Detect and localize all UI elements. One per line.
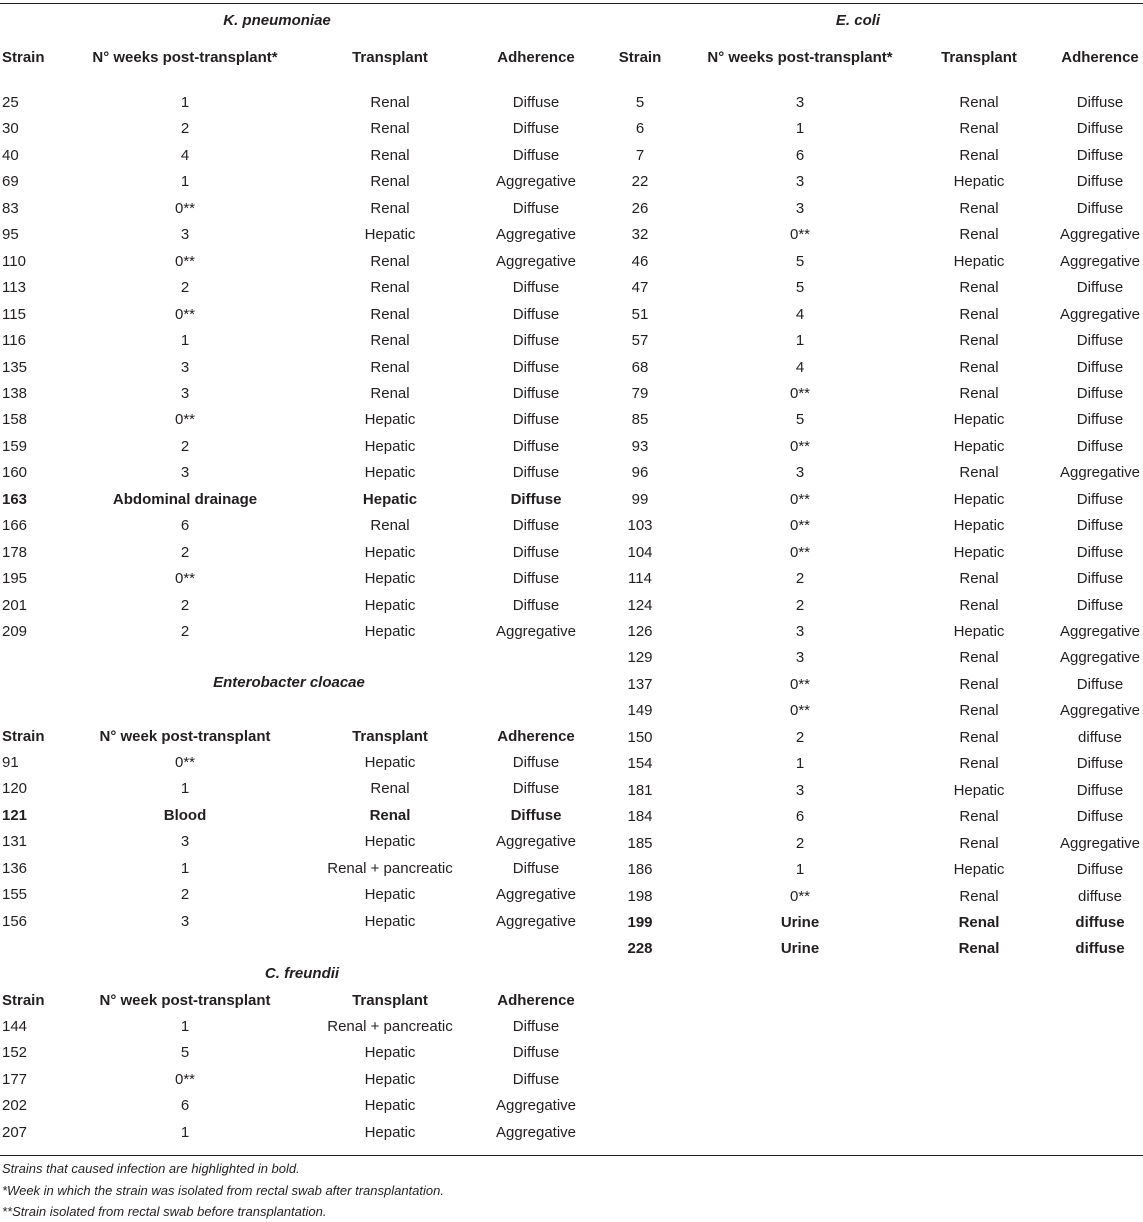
ecoli-row-transplant-cell: Hepatic (953, 861, 1005, 879)
ec-header-transplant: Transplant (352, 728, 428, 745)
kp-row-weeks-cell: 1 (180, 94, 190, 111)
ecoli-row-strain-cell: 149 (627, 702, 653, 720)
cf-row-transplant-cell: Renal + pancreatic (327, 1018, 453, 1035)
ecoli-row-strain-cell: 46 (631, 252, 649, 270)
kp-header-strain: Strain (2, 49, 45, 66)
ecoli-row-transplant-cell: Hepatic (953, 517, 1005, 535)
kp-row-adherence-cell: Diffuse (512, 279, 560, 297)
kp-row-strain-cell: 40 (2, 146, 19, 164)
kp-row-transplant-cell: Renal (370, 94, 410, 111)
ecoli-row-strain-cell: 104 (627, 543, 653, 561)
cf-section-title: C. freundii (264, 965, 340, 982)
kp-row-transplant-cell: Renal (370, 305, 410, 323)
ec-row-transplant-cell: Renal + pancreatic (327, 859, 453, 877)
ecoli-row-weeks-cell: 3 (795, 623, 805, 640)
cf-header-adherence: Adherence (497, 992, 575, 1009)
kp-row-strain-cell: 201 (2, 596, 28, 614)
ecoli-row-strain-cell: 185 (627, 834, 653, 852)
kp-row-weeks-cell: 0** (174, 305, 196, 323)
kp-row-transplant-cell: Renal (370, 173, 410, 191)
ecoli-row-strain-cell: 181 (627, 781, 653, 799)
kp-row-adherence-cell: Diffuse (512, 411, 560, 429)
kp-row-strain-cell: 83 (2, 199, 19, 217)
ecoli-row-strain-cell: 129 (627, 649, 653, 667)
cf-row-transplant-cell: Hepatic (364, 1070, 416, 1088)
ec-row-transplant-cell: Hepatic (364, 833, 416, 851)
ecoli-row-adherence-cell: diffuse (1075, 913, 1125, 931)
ecoli-row-transplant-cell: Renal (959, 358, 999, 376)
kp-row-weeks-cell: 6 (180, 517, 190, 535)
cf-row-weeks-cell: 1 (180, 1018, 190, 1035)
ecoli-row-adherence-cell: Diffuse (1076, 861, 1124, 879)
kp-row-adherence-cell: Diffuse (512, 596, 560, 614)
ecoli-row-weeks-cell: 3 (795, 464, 805, 482)
ec-row-weeks-cell: 2 (180, 886, 190, 904)
kp-row-adherence-cell: Diffuse (512, 570, 560, 588)
kp-row-weeks-cell: 2 (180, 437, 190, 455)
ec-row-adherence-cell: Diffuse (510, 806, 562, 824)
ecoli-row-adherence-cell: Diffuse (1076, 675, 1124, 693)
ecoli-row-weeks-cell: 3 (795, 199, 805, 217)
bottom-rule (0, 1155, 1143, 1156)
kp-row-strain-cell: 158 (2, 411, 28, 429)
cf-row-strain-cell: 207 (2, 1123, 28, 1141)
kp-row-strain-cell: 160 (2, 464, 28, 482)
kp-row-transplant-cell: Renal (370, 252, 410, 270)
kp-row-transplant-cell: Hepatic (364, 570, 416, 588)
ecoli-row-adherence-cell: Diffuse (1076, 199, 1124, 217)
ecoli-row-strain-cell: 150 (627, 728, 653, 746)
cf-row-adherence-cell: Aggregative (495, 1123, 577, 1141)
kp-row-weeks-cell: 3 (180, 464, 190, 482)
ecoli-row-weeks-cell: 0** (789, 226, 811, 244)
ecoli-row-adherence-cell: Aggregative (1059, 702, 1141, 720)
kp-row-strain-cell: 166 (2, 517, 28, 535)
kp-row-strain-cell: 135 (2, 358, 28, 376)
kp-row-transplant-cell: Renal (370, 120, 410, 138)
kp-header-adherence: Adherence (497, 49, 575, 66)
kp-row-strain-cell: 178 (2, 543, 28, 561)
cf-row-weeks-cell: 6 (180, 1097, 190, 1115)
ecoli-row-weeks-cell: 2 (795, 728, 805, 746)
ecoli-row-adherence-cell: diffuse (1075, 940, 1125, 958)
ecoli-row-transplant-cell: Renal (959, 728, 999, 746)
kp-row-adherence-cell: Aggregative (495, 623, 577, 640)
ecoli-row-adherence-cell: Diffuse (1076, 808, 1124, 826)
ec-row-strain-cell: 120 (2, 780, 28, 798)
ecoli-row-weeks-cell: 2 (795, 834, 805, 852)
ec-row-weeks-cell: 0** (174, 754, 196, 771)
ec-row-adherence-cell: Diffuse (512, 859, 560, 877)
ecoli-row-transplant-cell: Renal (959, 279, 999, 297)
ecoli-row-transplant-cell: Renal (959, 94, 999, 111)
ecoli-row-transplant-cell: Renal (959, 649, 999, 667)
ecoli-row-weeks-cell: 6 (795, 808, 805, 826)
ecoli-row-adherence-cell: Aggregative (1059, 305, 1141, 323)
kp-row-weeks-cell: 1 (180, 332, 190, 350)
kp-row-weeks-cell: 2 (180, 120, 190, 138)
ecoli-row-strain-cell: 114 (628, 570, 652, 588)
cf-row-transplant-cell: Hepatic (364, 1097, 416, 1115)
ecoli-row-strain-cell: 154 (627, 755, 653, 773)
ec-row-adherence-cell: Diffuse (512, 780, 560, 798)
ecoli-row-strain-cell: 6 (635, 120, 645, 138)
ecoli-row-strain-cell: 137 (627, 675, 653, 693)
cf-row-strain-cell: 144 (2, 1018, 28, 1035)
ecoli-row-weeks-cell: 1 (795, 332, 805, 350)
cf-row-weeks-cell: 0** (174, 1070, 196, 1088)
ecoli-row-adherence-cell: Diffuse (1076, 173, 1124, 191)
kp-row-adherence-cell: Aggregative (495, 173, 577, 191)
cf-row-adherence-cell: Diffuse (512, 1070, 560, 1088)
ecoli-header-transplant: Transplant (941, 49, 1017, 66)
ec-row-transplant-cell: Renal (370, 780, 410, 798)
kp-row-weeks-cell: 3 (180, 358, 190, 376)
ecoli-row-weeks-cell: 3 (795, 173, 805, 191)
ecoli-row-transplant-cell: Renal (959, 226, 999, 244)
ecoli-row-weeks-cell: 4 (795, 305, 805, 323)
cf-row-strain-cell: 177 (2, 1070, 28, 1088)
ecoli-header-weeks: N° weeks post-transplant* (707, 49, 893, 66)
ec-row-strain-cell: 155 (2, 886, 28, 904)
kp-row-transplant-cell: Hepatic (364, 623, 416, 640)
ecoli-row-transplant-cell: Renal (959, 120, 999, 138)
ecoli-row-transplant-cell: Hepatic (953, 623, 1005, 640)
kp-header-weeks: N° weeks post-transplant* (92, 49, 278, 66)
ec-row-weeks-cell: 3 (180, 912, 190, 930)
kp-row-adherence-cell: Diffuse (512, 437, 560, 455)
ecoli-row-transplant-cell: Renal (959, 755, 999, 773)
ecoli-row-adherence-cell: Aggregative (1059, 649, 1141, 667)
ecoli-row-weeks-cell: Urine (780, 940, 820, 958)
ecoli-row-adherence-cell: Diffuse (1076, 543, 1124, 561)
kp-row-adherence-cell: Aggregative (495, 226, 577, 244)
ecoli-row-transplant-cell: Renal (959, 305, 999, 323)
kp-row-adherence-cell: Diffuse (512, 332, 560, 350)
cf-row-weeks-cell: 5 (180, 1044, 190, 1062)
kp-row-weeks-cell: 2 (180, 543, 190, 561)
ecoli-row-weeks-cell: 5 (795, 411, 805, 429)
ecoli-row-transplant-cell: Renal (959, 570, 999, 588)
ecoli-row-weeks-cell: 4 (795, 358, 805, 376)
kp-header-transplant: Transplant (352, 49, 428, 66)
ecoli-row-strain-cell: 228 (627, 940, 653, 958)
ecoli-row-adherence-cell: Diffuse (1076, 411, 1124, 429)
ecoli-row-adherence-cell: Diffuse (1076, 570, 1124, 588)
ecoli-row-transplant-cell: Renal (958, 913, 1000, 931)
ecoli-row-transplant-cell: Hepatic (953, 252, 1005, 270)
ecoli-header-strain: Strain (618, 49, 662, 66)
ecoli-row-weeks-cell: Urine (780, 913, 820, 931)
ec-row-transplant-cell: Hepatic (364, 886, 416, 904)
ecoli-row-weeks-cell: 0** (789, 543, 811, 561)
ec-row-weeks-cell: 3 (180, 833, 190, 851)
kp-row-strain-cell: 110 (2, 252, 26, 270)
kp-row-transplant-cell: Renal (370, 279, 410, 297)
ecoli-row-adherence-cell: Aggregative (1059, 623, 1141, 640)
ecoli-row-weeks-cell: 0** (789, 702, 811, 720)
ecoli-row-adherence-cell: Diffuse (1076, 781, 1124, 799)
cf-header-weeks: N° week post-transplant (99, 992, 271, 1009)
kp-row-transplant-cell: Renal (370, 358, 410, 376)
ecoli-row-transplant-cell: Renal (959, 808, 999, 826)
ecoli-row-weeks-cell: 3 (795, 781, 805, 799)
ecoli-row-strain-cell: 199 (627, 913, 653, 931)
kp-row-weeks-cell: 0** (174, 252, 196, 270)
ec-header-adherence: Adherence (497, 728, 575, 745)
kp-row-transplant-cell: Renal (370, 199, 410, 217)
ecoli-row-transplant-cell: Renal (959, 464, 999, 482)
kp-row-weeks-cell: 3 (180, 384, 190, 402)
ecoli-row-strain-cell: 51 (631, 305, 649, 323)
ec-row-strain-cell: 156 (2, 912, 28, 930)
kp-row-strain-cell: 69 (2, 173, 19, 191)
ecoli-section-title: E. coli (835, 12, 881, 29)
ecoli-row-adherence-cell: Aggregative (1059, 464, 1141, 482)
ecoli-row-weeks-cell: 0** (789, 887, 811, 905)
kp-row-strain-cell: 159 (2, 437, 28, 455)
ecoli-row-strain-cell: 57 (631, 332, 649, 350)
ecoli-row-strain-cell: 22 (631, 173, 649, 191)
ecoli-row-weeks-cell: 0** (789, 517, 811, 535)
cf-header-strain: Strain (2, 992, 45, 1009)
ecoli-row-transplant-cell: Renal (959, 332, 999, 350)
ecoli-row-transplant-cell: Renal (959, 384, 999, 402)
ecoli-row-transplant-cell: Renal (959, 887, 999, 905)
ec-row-weeks-cell: 1 (180, 859, 190, 877)
ecoli-row-strain-cell: 103 (627, 517, 653, 535)
ec-row-adherence-cell: Aggregative (495, 833, 577, 851)
ecoli-row-strain-cell: 126 (627, 623, 653, 640)
ecoli-row-adherence-cell: diffuse (1078, 728, 1122, 746)
kp-row-strain-cell: 25 (2, 94, 19, 111)
kp-row-transplant-cell: Hepatic (362, 490, 418, 508)
kp-row-weeks-cell: 4 (180, 146, 190, 164)
kp-section-title: K. pneumoniae (223, 12, 331, 29)
ecoli-row-weeks-cell: 5 (795, 279, 805, 297)
kp-row-adherence-cell: Diffuse (512, 199, 560, 217)
kp-row-transplant-cell: Renal (370, 332, 410, 350)
ec-row-weeks-cell: 1 (180, 780, 190, 798)
ecoli-row-transplant-cell: Hepatic (953, 173, 1005, 191)
ecoli-row-adherence-cell: Diffuse (1076, 596, 1124, 614)
kp-row-adherence-cell: Diffuse (512, 464, 560, 482)
ecoli-row-adherence-cell: Diffuse (1076, 332, 1124, 350)
ecoli-row-adherence-cell: Diffuse (1076, 517, 1124, 535)
ecoli-row-strain-cell: 47 (631, 279, 649, 297)
kp-row-adherence-cell: Diffuse (512, 358, 560, 376)
kp-row-adherence-cell: Diffuse (512, 517, 560, 535)
ecoli-row-transplant-cell: Renal (959, 596, 999, 614)
ecoli-row-transplant-cell: Renal (959, 675, 999, 693)
kp-row-weeks-cell: 1 (180, 173, 190, 191)
ecoli-row-weeks-cell: 0** (789, 675, 811, 693)
ecoli-row-adherence-cell: Diffuse (1076, 490, 1124, 508)
ecoli-row-weeks-cell: 2 (795, 570, 805, 588)
kp-row-strain-cell: 209 (2, 623, 28, 640)
footnote-double-asterisk: **Strain isolated from rectal swab before transplantation. (2, 1204, 327, 1219)
ecoli-row-strain-cell: 186 (627, 861, 653, 879)
ecoli-row-strain-cell: 99 (631, 490, 649, 508)
ecoli-row-transplant-cell: Hepatic (953, 411, 1005, 429)
ecoli-row-strain-cell: 93 (631, 437, 649, 455)
ecoli-row-transplant-cell: Hepatic (953, 490, 1005, 508)
kp-row-transplant-cell: Hepatic (364, 411, 416, 429)
ec-row-strain-cell: 131 (2, 833, 28, 851)
ecoli-header-adherence: Adherence (1061, 49, 1139, 66)
ec-header-strain: Strain (2, 728, 45, 745)
ec-header-weeks: N° week post-transplant (99, 728, 271, 745)
ecoli-row-weeks-cell: 3 (795, 649, 805, 667)
kp-row-transplant-cell: Renal (370, 517, 410, 535)
kp-row-adherence-cell: Aggregative (495, 252, 577, 270)
ecoli-row-weeks-cell: 1 (795, 861, 805, 879)
ec-section-title: Enterobacter cloacae (213, 674, 365, 691)
ec-row-transplant-cell: Hepatic (364, 754, 416, 771)
ecoli-row-strain-cell: 5 (635, 94, 645, 111)
ecoli-row-adherence-cell: Diffuse (1076, 358, 1124, 376)
kp-row-weeks-cell: 2 (180, 279, 190, 297)
cf-row-transplant-cell: Hepatic (364, 1123, 416, 1141)
kp-row-adherence-cell: Diffuse (512, 543, 560, 561)
kp-row-strain-cell: 195 (2, 570, 28, 588)
kp-row-transplant-cell: Hepatic (364, 226, 416, 244)
ec-row-adherence-cell: Diffuse (512, 754, 560, 771)
kp-row-weeks-cell: 2 (180, 623, 190, 640)
top-rule (0, 3, 1143, 4)
footnote-single-asterisk: *Week in which the strain was isolated from rectal swab after transplantation. (2, 1183, 444, 1198)
ecoli-row-adherence-cell: Diffuse (1076, 120, 1124, 138)
kp-row-transplant-cell: Hepatic (364, 543, 416, 561)
cf-row-weeks-cell: 1 (180, 1123, 190, 1141)
ecoli-row-strain-cell: 198 (627, 887, 653, 905)
ecoli-row-strain-cell: 124 (627, 596, 653, 614)
ec-row-adherence-cell: Aggregative (495, 886, 577, 904)
ecoli-row-transplant-cell: Renal (959, 199, 999, 217)
ecoli-row-adherence-cell: Diffuse (1076, 146, 1124, 164)
ecoli-row-adherence-cell: Diffuse (1076, 279, 1124, 297)
kp-row-adherence-cell: Diffuse (512, 384, 560, 402)
kp-row-weeks-cell: 0** (174, 199, 196, 217)
ecoli-row-strain-cell: 7 (635, 146, 645, 164)
ecoli-row-adherence-cell: Aggregative (1059, 252, 1141, 270)
kp-row-strain-cell: 115 (2, 305, 26, 323)
ecoli-row-transplant-cell: Renal (959, 834, 999, 852)
kp-row-weeks-cell: 0** (174, 570, 196, 588)
kp-row-strain-cell: 163 (2, 490, 28, 508)
ecoli-row-strain-cell: 32 (631, 226, 649, 244)
kp-row-strain-cell: 138 (2, 384, 28, 402)
ecoli-row-weeks-cell: 5 (795, 252, 805, 270)
ecoli-row-weeks-cell: 6 (795, 146, 805, 164)
kp-row-transplant-cell: Hepatic (364, 437, 416, 455)
ec-row-strain-cell: 91 (2, 754, 19, 771)
kp-row-strain-cell: 113 (2, 279, 26, 297)
ecoli-row-adherence-cell: Aggregative (1059, 226, 1141, 244)
kp-row-strain-cell: 116 (2, 332, 26, 350)
ecoli-row-strain-cell: 184 (627, 808, 653, 826)
cf-row-adherence-cell: Diffuse (512, 1018, 560, 1035)
ec-row-adherence-cell: Aggregative (495, 912, 577, 930)
ecoli-row-transplant-cell: Hepatic (953, 543, 1005, 561)
cf-row-strain-cell: 202 (2, 1097, 28, 1115)
ecoli-row-strain-cell: 26 (631, 199, 649, 217)
cf-row-strain-cell: 152 (2, 1044, 28, 1062)
ecoli-row-transplant-cell: Renal (959, 146, 999, 164)
kp-row-weeks-cell: 2 (180, 596, 190, 614)
ec-row-strain-cell: 136 (2, 859, 28, 877)
ecoli-row-strain-cell: 68 (631, 358, 649, 376)
kp-row-transplant-cell: Renal (370, 384, 410, 402)
ecoli-row-weeks-cell: 1 (795, 120, 805, 138)
cf-row-adherence-cell: Diffuse (512, 1044, 560, 1062)
ecoli-row-strain-cell: 85 (631, 411, 649, 429)
ecoli-row-weeks-cell: 0** (789, 437, 811, 455)
ecoli-row-adherence-cell: Diffuse (1076, 437, 1124, 455)
ecoli-row-adherence-cell: Diffuse (1076, 384, 1124, 402)
ecoli-row-adherence-cell: diffuse (1078, 887, 1122, 905)
ec-row-transplant-cell: Renal (369, 806, 411, 824)
kp-row-transplant-cell: Hepatic (364, 596, 416, 614)
ecoli-row-adherence-cell: Aggregative (1059, 834, 1141, 852)
ecoli-row-weeks-cell: 0** (789, 384, 811, 402)
ecoli-row-weeks-cell: 0** (789, 490, 811, 508)
ecoli-row-weeks-cell: 2 (795, 596, 805, 614)
ecoli-row-weeks-cell: 1 (795, 755, 805, 773)
kp-row-strain-cell: 95 (2, 226, 19, 244)
ecoli-row-transplant-cell: Hepatic (953, 437, 1005, 455)
kp-row-transplant-cell: Hepatic (364, 464, 416, 482)
ec-row-transplant-cell: Hepatic (364, 912, 416, 930)
cf-row-adherence-cell: Aggregative (495, 1097, 577, 1115)
cf-row-transplant-cell: Hepatic (364, 1044, 416, 1062)
ecoli-row-transplant-cell: Renal (958, 940, 1000, 958)
ecoli-row-transplant-cell: Renal (959, 702, 999, 720)
kp-row-weeks-cell: Abdominal drainage (112, 490, 258, 508)
kp-row-adherence-cell: Diffuse (512, 305, 560, 323)
ec-row-strain-cell: 121 (2, 806, 28, 824)
cf-header-transplant: Transplant (352, 992, 428, 1009)
ecoli-row-strain-cell: 79 (631, 384, 649, 402)
ecoli-row-adherence-cell: Diffuse (1076, 755, 1124, 773)
footnote-bold: Strains that caused infection are highlighted in bold. (2, 1161, 300, 1176)
kp-row-adherence-cell: Diffuse (512, 120, 560, 138)
ecoli-row-adherence-cell: Diffuse (1076, 94, 1124, 111)
kp-row-weeks-cell: 0** (174, 411, 196, 429)
kp-row-strain-cell: 30 (2, 120, 19, 138)
ecoli-row-strain-cell: 96 (631, 464, 649, 482)
kp-row-adherence-cell: Diffuse (510, 490, 562, 508)
ecoli-row-transplant-cell: Hepatic (953, 781, 1005, 799)
kp-row-transplant-cell: Renal (370, 146, 410, 164)
kp-row-weeks-cell: 3 (180, 226, 190, 244)
ecoli-row-weeks-cell: 3 (795, 94, 805, 111)
kp-row-adherence-cell: Diffuse (512, 94, 560, 111)
ec-row-weeks-cell: Blood (163, 806, 207, 824)
kp-row-adherence-cell: Diffuse (512, 146, 560, 164)
